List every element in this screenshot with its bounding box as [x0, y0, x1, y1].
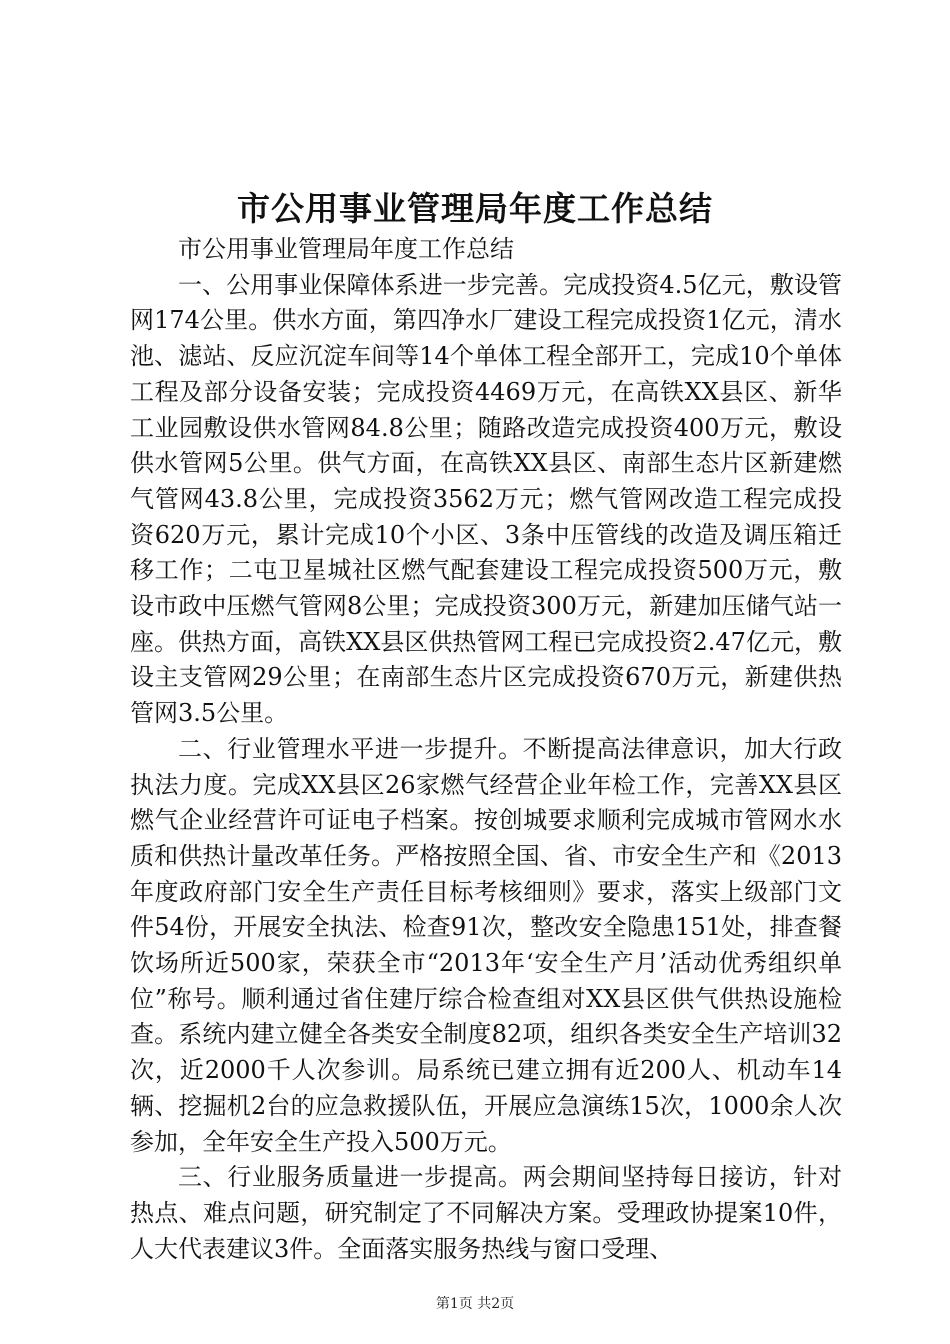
body-paragraph-section-2: 二、行业管理水平进一步提升。不断提高法律意识，加大行政执法力度。完成XX县区26家燃气经营企业年检工作，完善XX县区燃气企业经营许可证电子档案。按创城要求顺利完成城市管网水水质和供热计量改革任务。严格按照全国、省、市安全生产和《2013年度政府部门安全生产责任目标考核细则》要求，落实上级部门文件54份，开展安全执法、检查91次，整改安全隐患151处，排查餐饮场所近500家，荣获全市“2013年‘安全生产月’活动优秀组织单位”称号。顺利通过省住建厅综合检查组对XX县区供气供热设施检查。系统内建立健全各类安全制度82项，组织各类安全生产培训32次，近2000千人次参训。局系统已建立拥有近200人、机动车14辆、挖掘机2台的应急救援队伍，开展应急演练15次，1000余人次参加，全年安全生产投入500万元。 [130, 734, 842, 1156]
body-paragraph-section-1: 一、公用事业保障体系进一步完善。完成投资4.5亿元，敷设管网174公里。供水方面，第四净水厂建设工程完成投资1亿元，清水池、滤站、反应沉淀车间等14个单体工程全部开工，完成10个单体工程及部分设备安装；完成投资4469万元，在高铁XX县区、新华工业园敷设供水管网84.8公里；随路改造完成投资400万元，敷设供水管网5公里。供气方面，在高铁XX县区、南部生态片区新建燃气管网43.8公里，完成投资3562万元；燃气管网改造工程完成投资620万元，累计完成10个小区、3条中压管线的改造及调压箱迁移工作；二屯卫星城社区燃气配套建设工程完成投资500万元，敷设市政中压燃气管网8公里；完成投资300万元，新建加压储气站一座。供热方面，高铁XX县区供热管网工程已完成投资2.47亿元，敷设主支管网29公里；在南部生态片区完成投资670万元，新建供热管网3.5公里。 [130, 270, 842, 728]
document-body [130, 232, 842, 1267]
body-paragraph-section-3: 三、行业服务质量进一步提高。两会期间坚持每日接访，针对热点、难点问题，研究制定了不同解决方案。受理政协提案10件，人大代表建议3件。全面落实服务热线与窗口受理、 [130, 1163, 842, 1263]
document-title: 市公用事业管理局年度工作总结 [237, 189, 713, 228]
body-paragraph-subtitle: 市公用事业管理局年度工作总结 [178, 235, 514, 263]
page-footer: 第1页 共2页 [435, 1296, 515, 1312]
